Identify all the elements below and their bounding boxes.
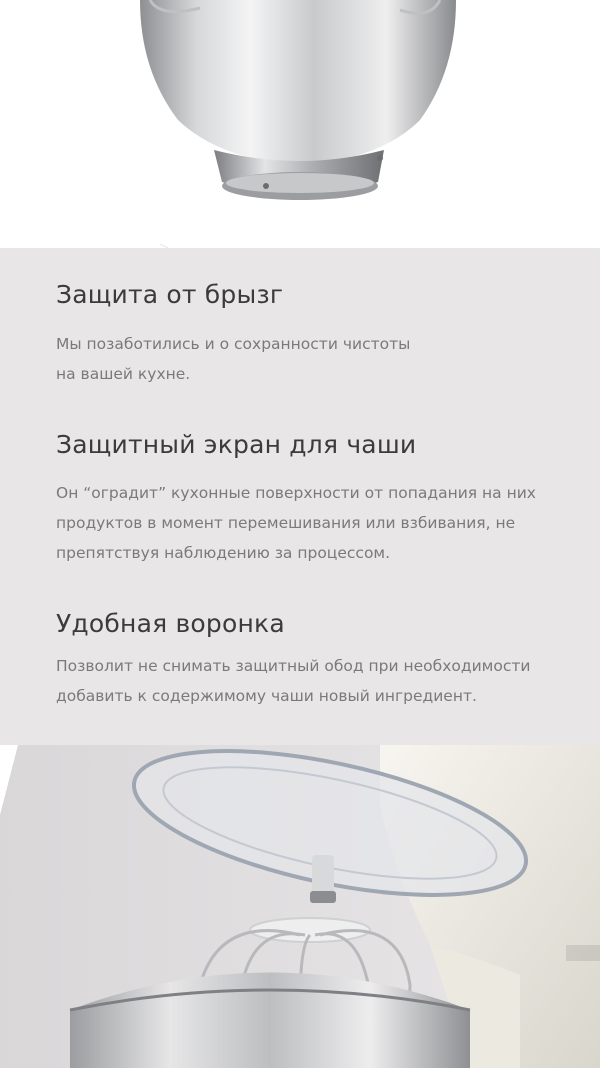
feature-description-line: на вашей кухне. [56, 365, 191, 383]
feature-title: Удобная воронка [56, 609, 285, 638]
product-image-bowl [0, 0, 600, 248]
feature-funnel [56, 609, 556, 711]
feature-description-line: Он “оградит” кухонные поверхности от попадания на них [56, 484, 536, 502]
feature-title: Защита от брызг [56, 280, 284, 309]
feature-splash-protection [56, 280, 556, 389]
feature-bowl-shield [56, 430, 556, 568]
feature-description-line: добавить к содержимому чаши новый ингредиент. [56, 687, 477, 705]
feature-description-line: препятствуя наблюдению за процессом. [56, 544, 391, 562]
feature-description-line: Мы позаботились и о сохранности чистоты [56, 335, 411, 353]
stand-mixer-illustration [0, 745, 600, 1068]
feature-description [56, 329, 436, 389]
feature-description [56, 651, 556, 711]
feature-description-line: Позволит не снимать защитный обод при необходимости [56, 657, 531, 675]
feature-title: Защитный экран для чаши [56, 430, 417, 459]
feature-description-line: продуктов в момент перемешивания или взбивания, не [56, 514, 516, 532]
features-panel [0, 248, 600, 745]
steel-bowl-illustration [0, 0, 600, 248]
product-image-mixer [0, 745, 600, 1068]
feature-description [56, 478, 551, 568]
